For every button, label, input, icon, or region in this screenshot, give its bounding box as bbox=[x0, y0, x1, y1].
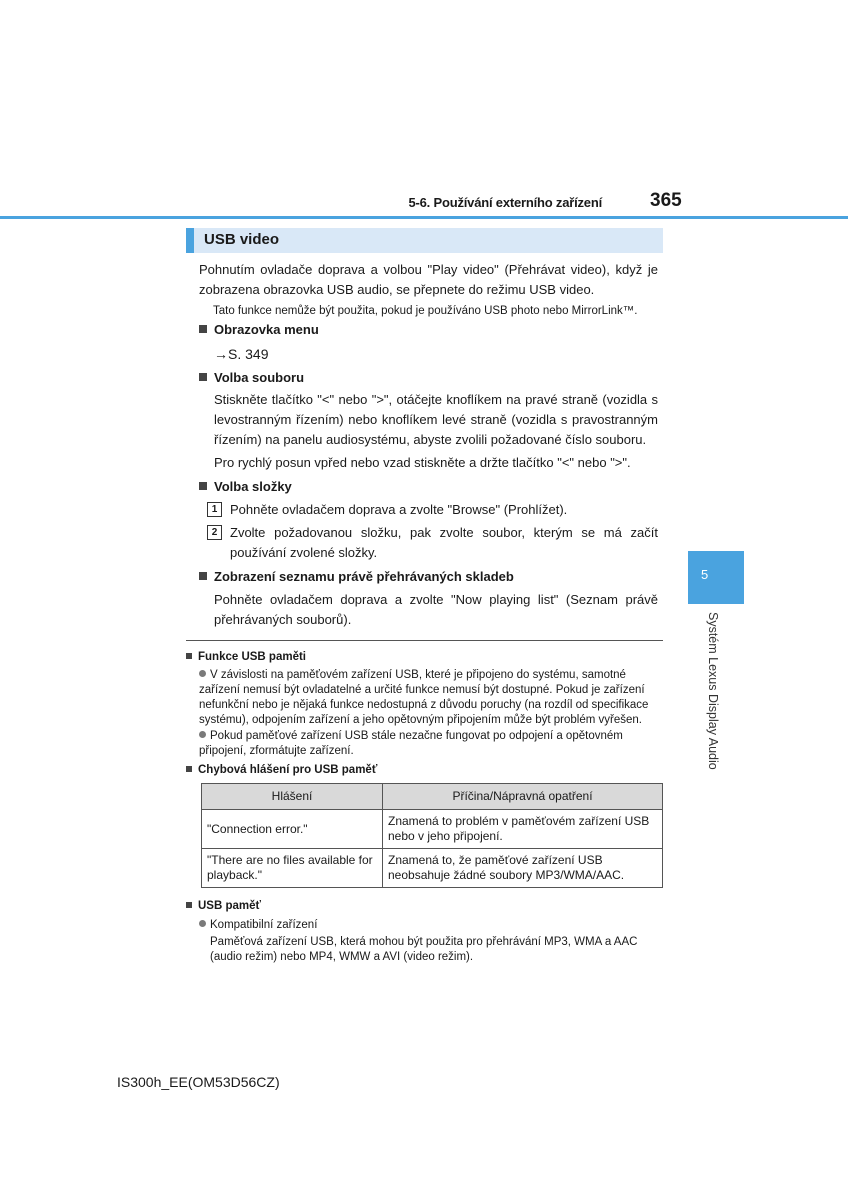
step-number: 1 bbox=[207, 502, 222, 517]
playlist-text: Pohněte ovladačem doprava a zvolte "Now playing list" (Seznam právě přehrávaných souborů). bbox=[214, 592, 658, 627]
step-number: 2 bbox=[207, 525, 222, 540]
square-bullet-icon bbox=[199, 373, 207, 381]
usb-memory-bullet bbox=[199, 918, 317, 933]
square-bullet-icon bbox=[199, 482, 207, 490]
table-header-row bbox=[202, 784, 663, 810]
file-select-heading bbox=[199, 368, 304, 388]
table-row bbox=[202, 849, 663, 888]
usb-functions-bullet-2 bbox=[199, 729, 663, 759]
table-cell: Znamená to problém v paměťovém zařízení USB nebo v jeho připojení. bbox=[383, 810, 663, 849]
folder-step-1 bbox=[207, 500, 658, 520]
usb-memory-heading-label: USB paměť bbox=[198, 900, 262, 912]
square-bullet-icon bbox=[186, 766, 192, 772]
square-bullet-icon bbox=[186, 902, 192, 908]
table-cell: "There are no files available for playback." bbox=[202, 849, 383, 888]
usb-functions-heading bbox=[186, 650, 306, 665]
usb-memory-heading bbox=[186, 899, 261, 914]
bullet-text: V závislosti na paměťovém zařízení USB, které je připojeno do systému, samotné zařízení nemusí být ovladatelné a určité funkce nemusí být dostupné. Pokud je zařízení nefunkční nebo je nějaká funkce nedostupná z důvodu poruchy (na rozdíl od specifikace systému), odpojením zařízení a jeho opětovným připojením může být problém vyřešen. bbox=[199, 669, 649, 726]
table-cell: "Connection error." bbox=[202, 810, 383, 849]
file-select-text: Stiskněte tlačítko "<" nebo ">", otáčejte knoflíkem na pravé straně (vozidla s levostranným řízením) nebo knoflíkem levé straně (vozidla s pravostranným řízením) na panelu audiosystému, abyste zvolili požadované číslo souboru. bbox=[214, 392, 658, 447]
step-text: Pohněte ovladačem doprava a zvolte "Browse" (Prohlížet). bbox=[230, 502, 568, 517]
footer-manual-code: IS300h_EE(OM53D56CZ) bbox=[117, 1074, 280, 1090]
bullet-dot-icon bbox=[199, 670, 206, 677]
table-header-cell: Příčina/Nápravná opatření bbox=[383, 784, 663, 810]
menu-heading bbox=[199, 320, 319, 340]
section-title: USB video bbox=[204, 231, 280, 248]
table-header-cell: Hlášení bbox=[202, 784, 383, 810]
bullet-text: Pokud paměťové zařízení USB stále nezačne fungovat po odpojení a opětovném připojení, zformátujte zařízení. bbox=[199, 730, 623, 757]
folder-step-2 bbox=[207, 523, 658, 563]
usb-functions-bullet-1 bbox=[199, 668, 663, 728]
usb-functions-heading-label: Funkce USB paměti bbox=[198, 651, 306, 663]
playlist-heading-label: Zobrazení seznamu právě přehrávaných skladeb bbox=[214, 569, 514, 584]
file-select-heading-label: Volba souboru bbox=[214, 370, 305, 385]
table-cell: Znamená to, že paměťové zařízení USB neobsahuje žádné soubory MP3/WMA/AAC. bbox=[383, 849, 663, 888]
intro-note: Tato funkce nemůže být použita, pokud je používáno USB photo nebo MirrorLink™. bbox=[213, 305, 638, 317]
menu-page-ref: →S. 349 bbox=[214, 346, 269, 362]
playlist-heading bbox=[199, 567, 514, 587]
notes-divider bbox=[186, 640, 663, 641]
header-section-title: 5-6. Používání externího zařízení bbox=[408, 195, 602, 210]
error-messages-table bbox=[201, 783, 663, 888]
bullet-dot-icon bbox=[199, 920, 206, 927]
square-bullet-icon bbox=[186, 653, 192, 659]
file-select-text-2: Pro rychlý posun vpřed nebo vzad stiskněte a držte tlačítko "<" nebo ">". bbox=[214, 455, 631, 470]
chapter-tab-label: Systém Lexus Display Audio bbox=[706, 612, 720, 770]
folder-select-heading-label: Volba složky bbox=[214, 479, 292, 494]
error-messages-heading-label: Chybová hlášení pro USB paměť bbox=[198, 764, 378, 776]
usb-memory-text: Paměťová zařízení USB, která mohou být použita pro přehrávání MP3, WMA a AAC (audio režim) nebo MP4, WMW a AVI (video režim). bbox=[210, 936, 638, 963]
page-number: 365 bbox=[650, 190, 682, 211]
table-row bbox=[202, 810, 663, 849]
menu-heading-label: Obrazovka menu bbox=[214, 322, 319, 337]
intro-paragraph: Pohnutím ovladače doprava a volbou "Play video" (Přehrávat video), když je zobrazena obrazovka USB audio, se přepnete do režimu USB video. bbox=[199, 262, 658, 297]
section-title-box bbox=[186, 228, 663, 253]
square-bullet-icon bbox=[199, 325, 207, 333]
chapter-tab bbox=[688, 551, 744, 604]
step-text: Zvolte požadovanou složku, pak zvolte soubor, kterým se má začít používání zvolené složky. bbox=[230, 525, 658, 560]
header-rule bbox=[0, 216, 848, 219]
square-bullet-icon bbox=[199, 572, 207, 580]
error-messages-heading bbox=[186, 763, 377, 778]
bullet-text: Kompatibilní zařízení bbox=[210, 919, 318, 931]
bullet-dot-icon bbox=[199, 731, 206, 738]
folder-select-heading bbox=[199, 477, 292, 497]
chapter-tab-number: 5 bbox=[701, 567, 709, 582]
